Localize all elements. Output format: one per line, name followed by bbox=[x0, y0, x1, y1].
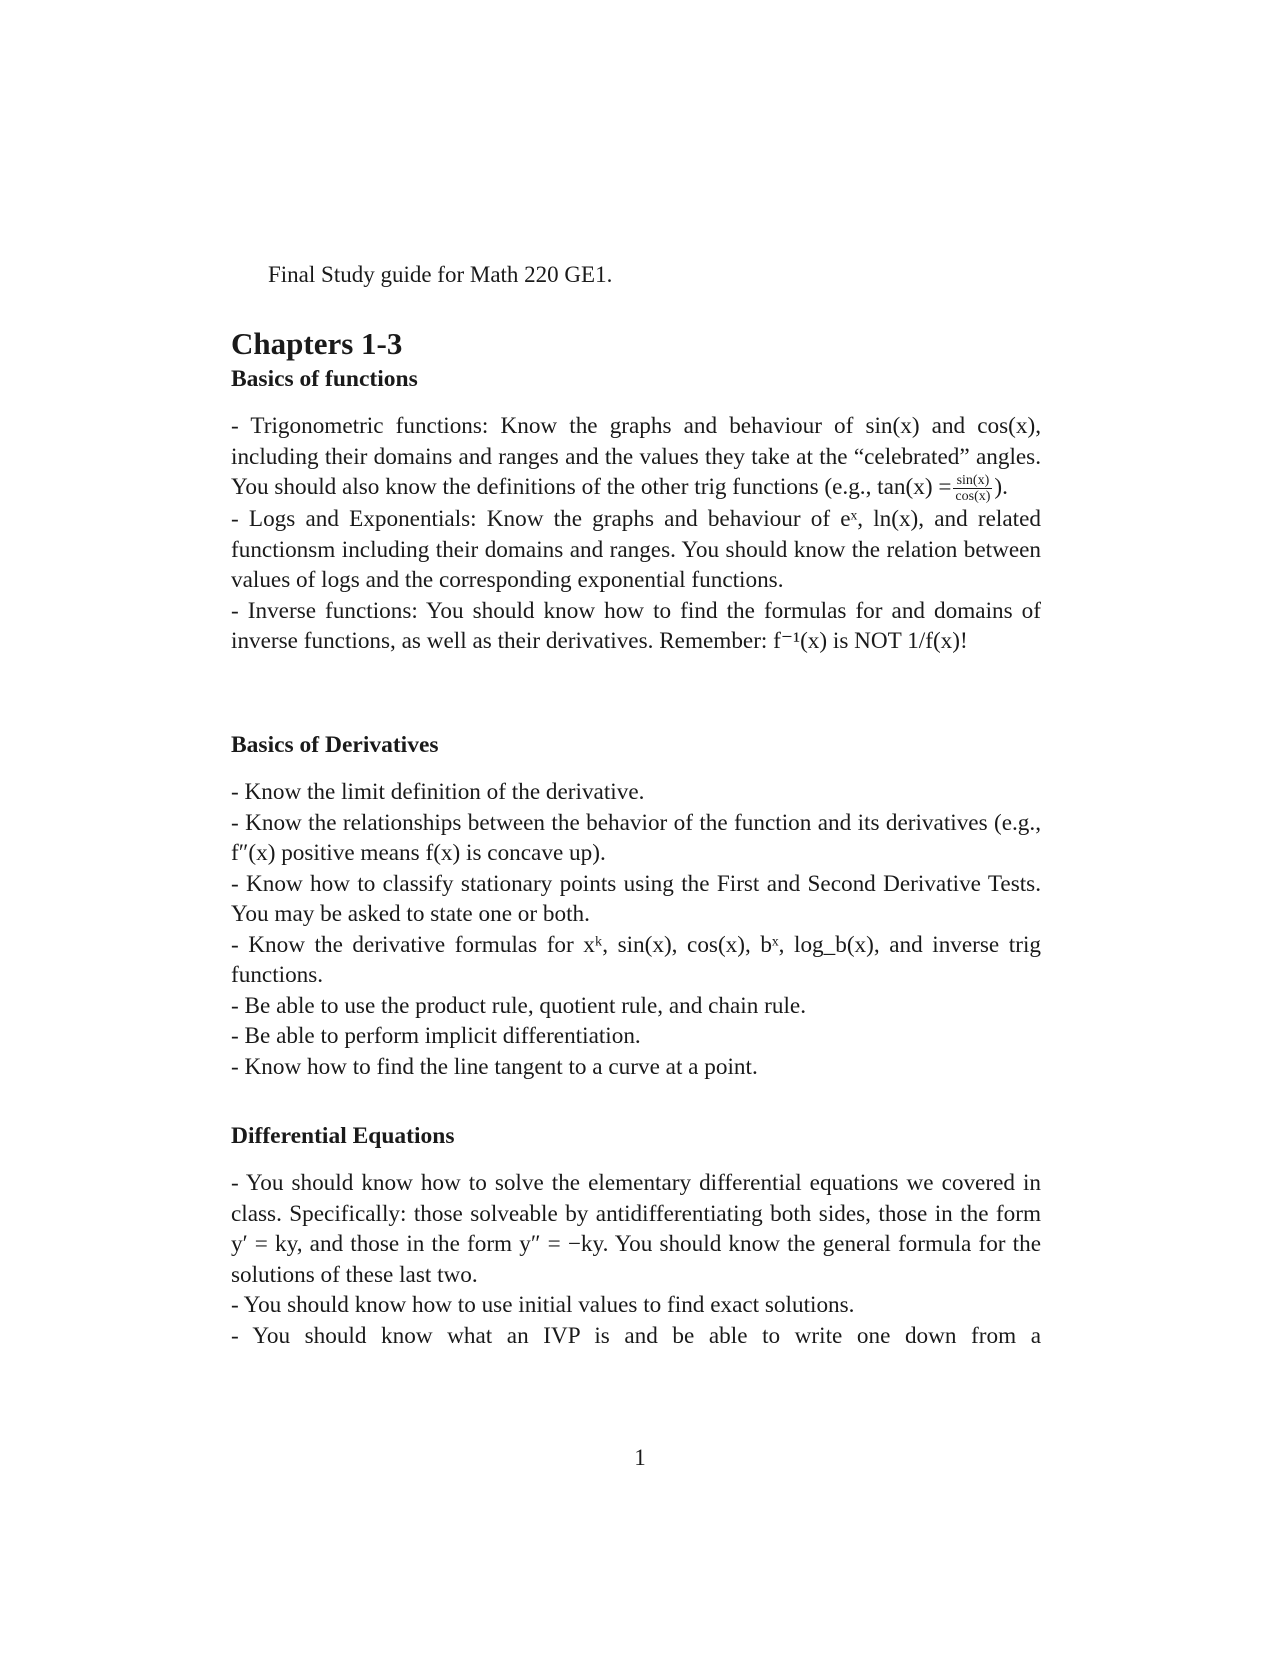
fraction bbox=[953, 473, 992, 504]
list-item: - Be able to use the product rule, quotient rule, and chain rule. bbox=[231, 992, 806, 1019]
paragraph-trig bbox=[231, 411, 1041, 504]
section-heading: Differential Equations bbox=[231, 1123, 455, 1149]
page-number: 1 bbox=[634, 1445, 646, 1470]
list-item: - Be able to perform implicit differentiation. bbox=[231, 1023, 641, 1049]
list-item: - Know the relationships between the behavior of the function and its derivatives (e.g., f″(x) positive means f(x) is concave up). bbox=[231, 809, 1041, 866]
document-header: Final Study guide for Math 220 GE1. bbox=[268, 262, 613, 287]
fraction-denominator: cos(x) bbox=[955, 489, 991, 505]
list-item: - Know how to find the line tangent to a curve at a point. bbox=[231, 1053, 758, 1080]
fraction-suffix: ). bbox=[994, 474, 1008, 500]
list-item: - Know the limit definition of the derivative. bbox=[231, 779, 645, 805]
paragraph-text: - Trigonometric functions: Know the graphs and behaviour of sin(x) and cos(x), including their domains and ranges and the values they take at the “celebrated” angles. You should also know the definitions of the other trig functions (e.g., tan(x) = bbox=[231, 413, 1041, 500]
list-item: - You should know how to solve the elementary differential equations we covered in class. Specifically: those solveable by antidifferentiating both sides, those in the form y′ = ky, and those in the form y″ = −ky. You should know the general formula for the solutions of these last two. bbox=[231, 1170, 1041, 1288]
section-heading: Basics of functions bbox=[231, 366, 418, 392]
section-differential-equations bbox=[231, 1123, 1041, 1351]
chapter-title: Chapters 1-3 bbox=[231, 326, 403, 361]
list-item: - You should know how to use initial values to find exact solutions. bbox=[231, 1292, 855, 1318]
fraction-numerator: sin(x) bbox=[953, 473, 992, 489]
section-basics-of-derivatives bbox=[231, 732, 1041, 1082]
paragraph-inverse: - Inverse functions: You should know how to find the formulas for and domains of inverse functions, as well as their derivatives. Remember: f⁻¹(x) is NOT 1/f(x)! bbox=[231, 597, 1041, 655]
list-item: - Know the derivative formulas for xᵏ, sin(x), cos(x), bˣ, log_b(x), and inverse trig functions. bbox=[231, 931, 1041, 988]
list-item: - Know how to classify stationary points using the First and Second Derivative Tests. You may be asked to state one or both. bbox=[231, 870, 1041, 927]
list-item: - You should know what an IVP is and be able to write one down from a bbox=[231, 1322, 1041, 1349]
section-basics-of-functions bbox=[231, 366, 1041, 657]
paragraph-logs: - Logs and Exponentials: Know the graphs and behaviour of eˣ, ln(x), and related functionsm including their domains and ranges. You should know the relation between values of logs and the corresponding exponential functions. bbox=[231, 506, 1041, 594]
section-heading: Basics of Derivatives bbox=[231, 732, 439, 758]
